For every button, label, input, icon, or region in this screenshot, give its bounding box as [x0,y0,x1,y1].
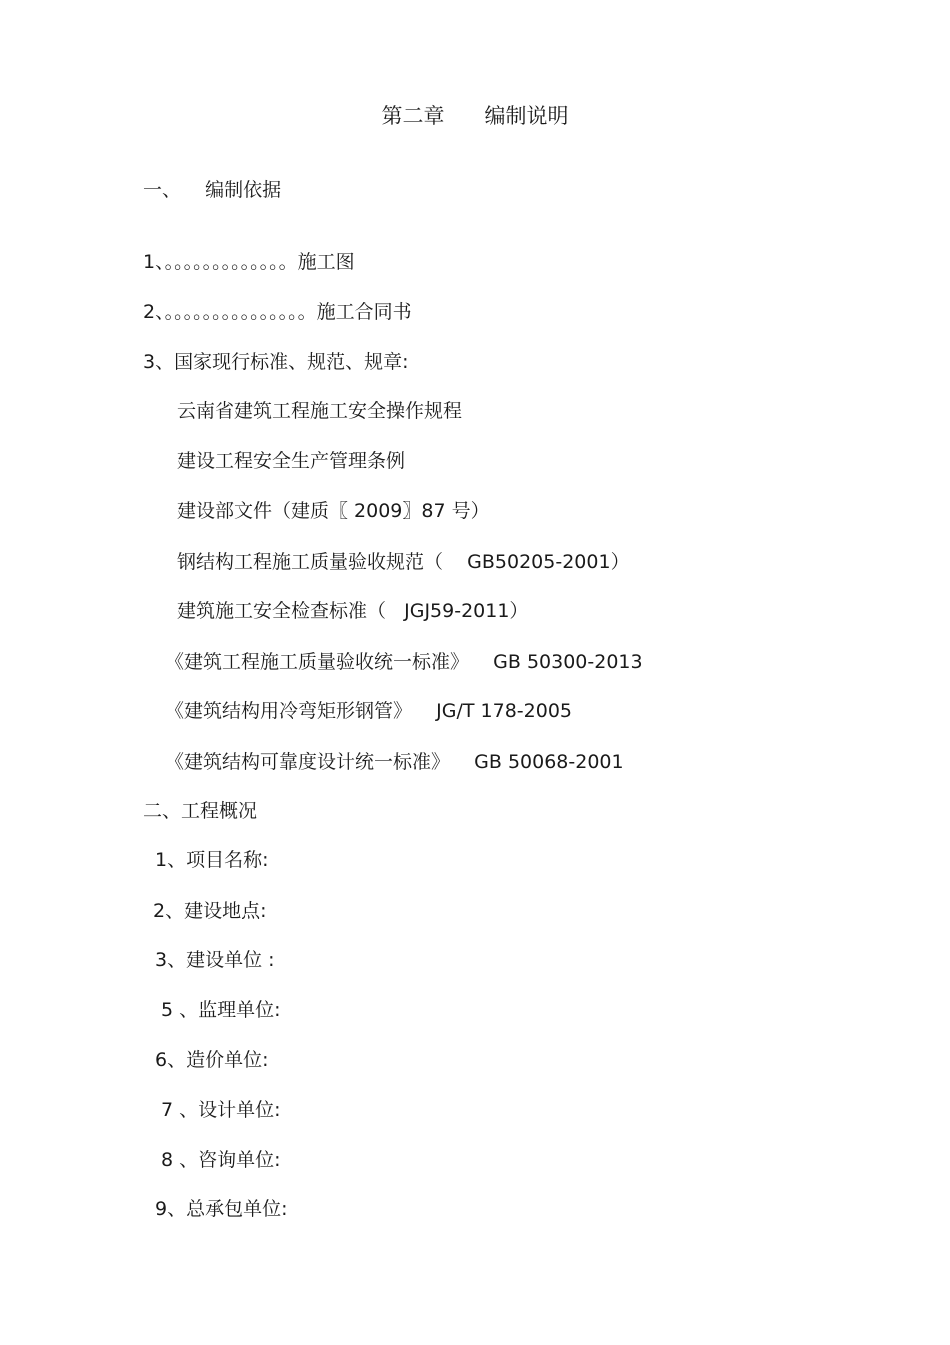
overview-item: 9、总承包单位: [155,1198,288,1220]
overview-item: 7 、设计单位: [161,1099,281,1121]
overview-item: 8 、咨询单位: [161,1149,281,1171]
section-heading-overview: 二、工程概况 [143,800,258,822]
section-heading-basis: 一、 编制依据 [143,179,282,201]
overview-item: 2、建设地点: [153,900,267,922]
standard-item: 建设部文件（建质〖 2009〗87 号） [177,500,490,522]
standard-item: 《建筑结构可靠度设计统一标准》 GB 50068-2001 [165,751,624,773]
standard-item: 《建筑工程施工质量验收统一标准》 GB 50300-2013 [165,651,643,673]
overview-item: 3、建设单位 : [155,949,275,971]
standard-item: 建筑施工安全检查标准（ JGJ59-2011） [177,600,529,622]
overview-item: 5 、监理单位: [161,999,281,1021]
chapter-title: 第二章 编制说明 [381,104,569,128]
basis-item-3: 3、国家现行标准、规范、规章: [143,351,409,373]
standard-item: 建设工程安全生产管理条例 [177,450,406,472]
overview-item: 6、造价单位: [155,1049,269,1071]
overview-item: 1、项目名称: [155,849,269,871]
standard-item: 《建筑结构用冷弯矩形钢管》 JG/T 178-2005 [165,700,573,722]
standard-item: 云南省建筑工程施工安全操作规程 [177,400,463,422]
basis-item-1: 1、。。。。。。。。。。。。。施工图 [143,251,355,273]
basis-item-2: 2、。。。。。。。。。。。。。。。施工合同书 [143,301,412,323]
standard-item: 钢结构工程施工质量验收规范（ GB50205-2001） [177,551,630,573]
